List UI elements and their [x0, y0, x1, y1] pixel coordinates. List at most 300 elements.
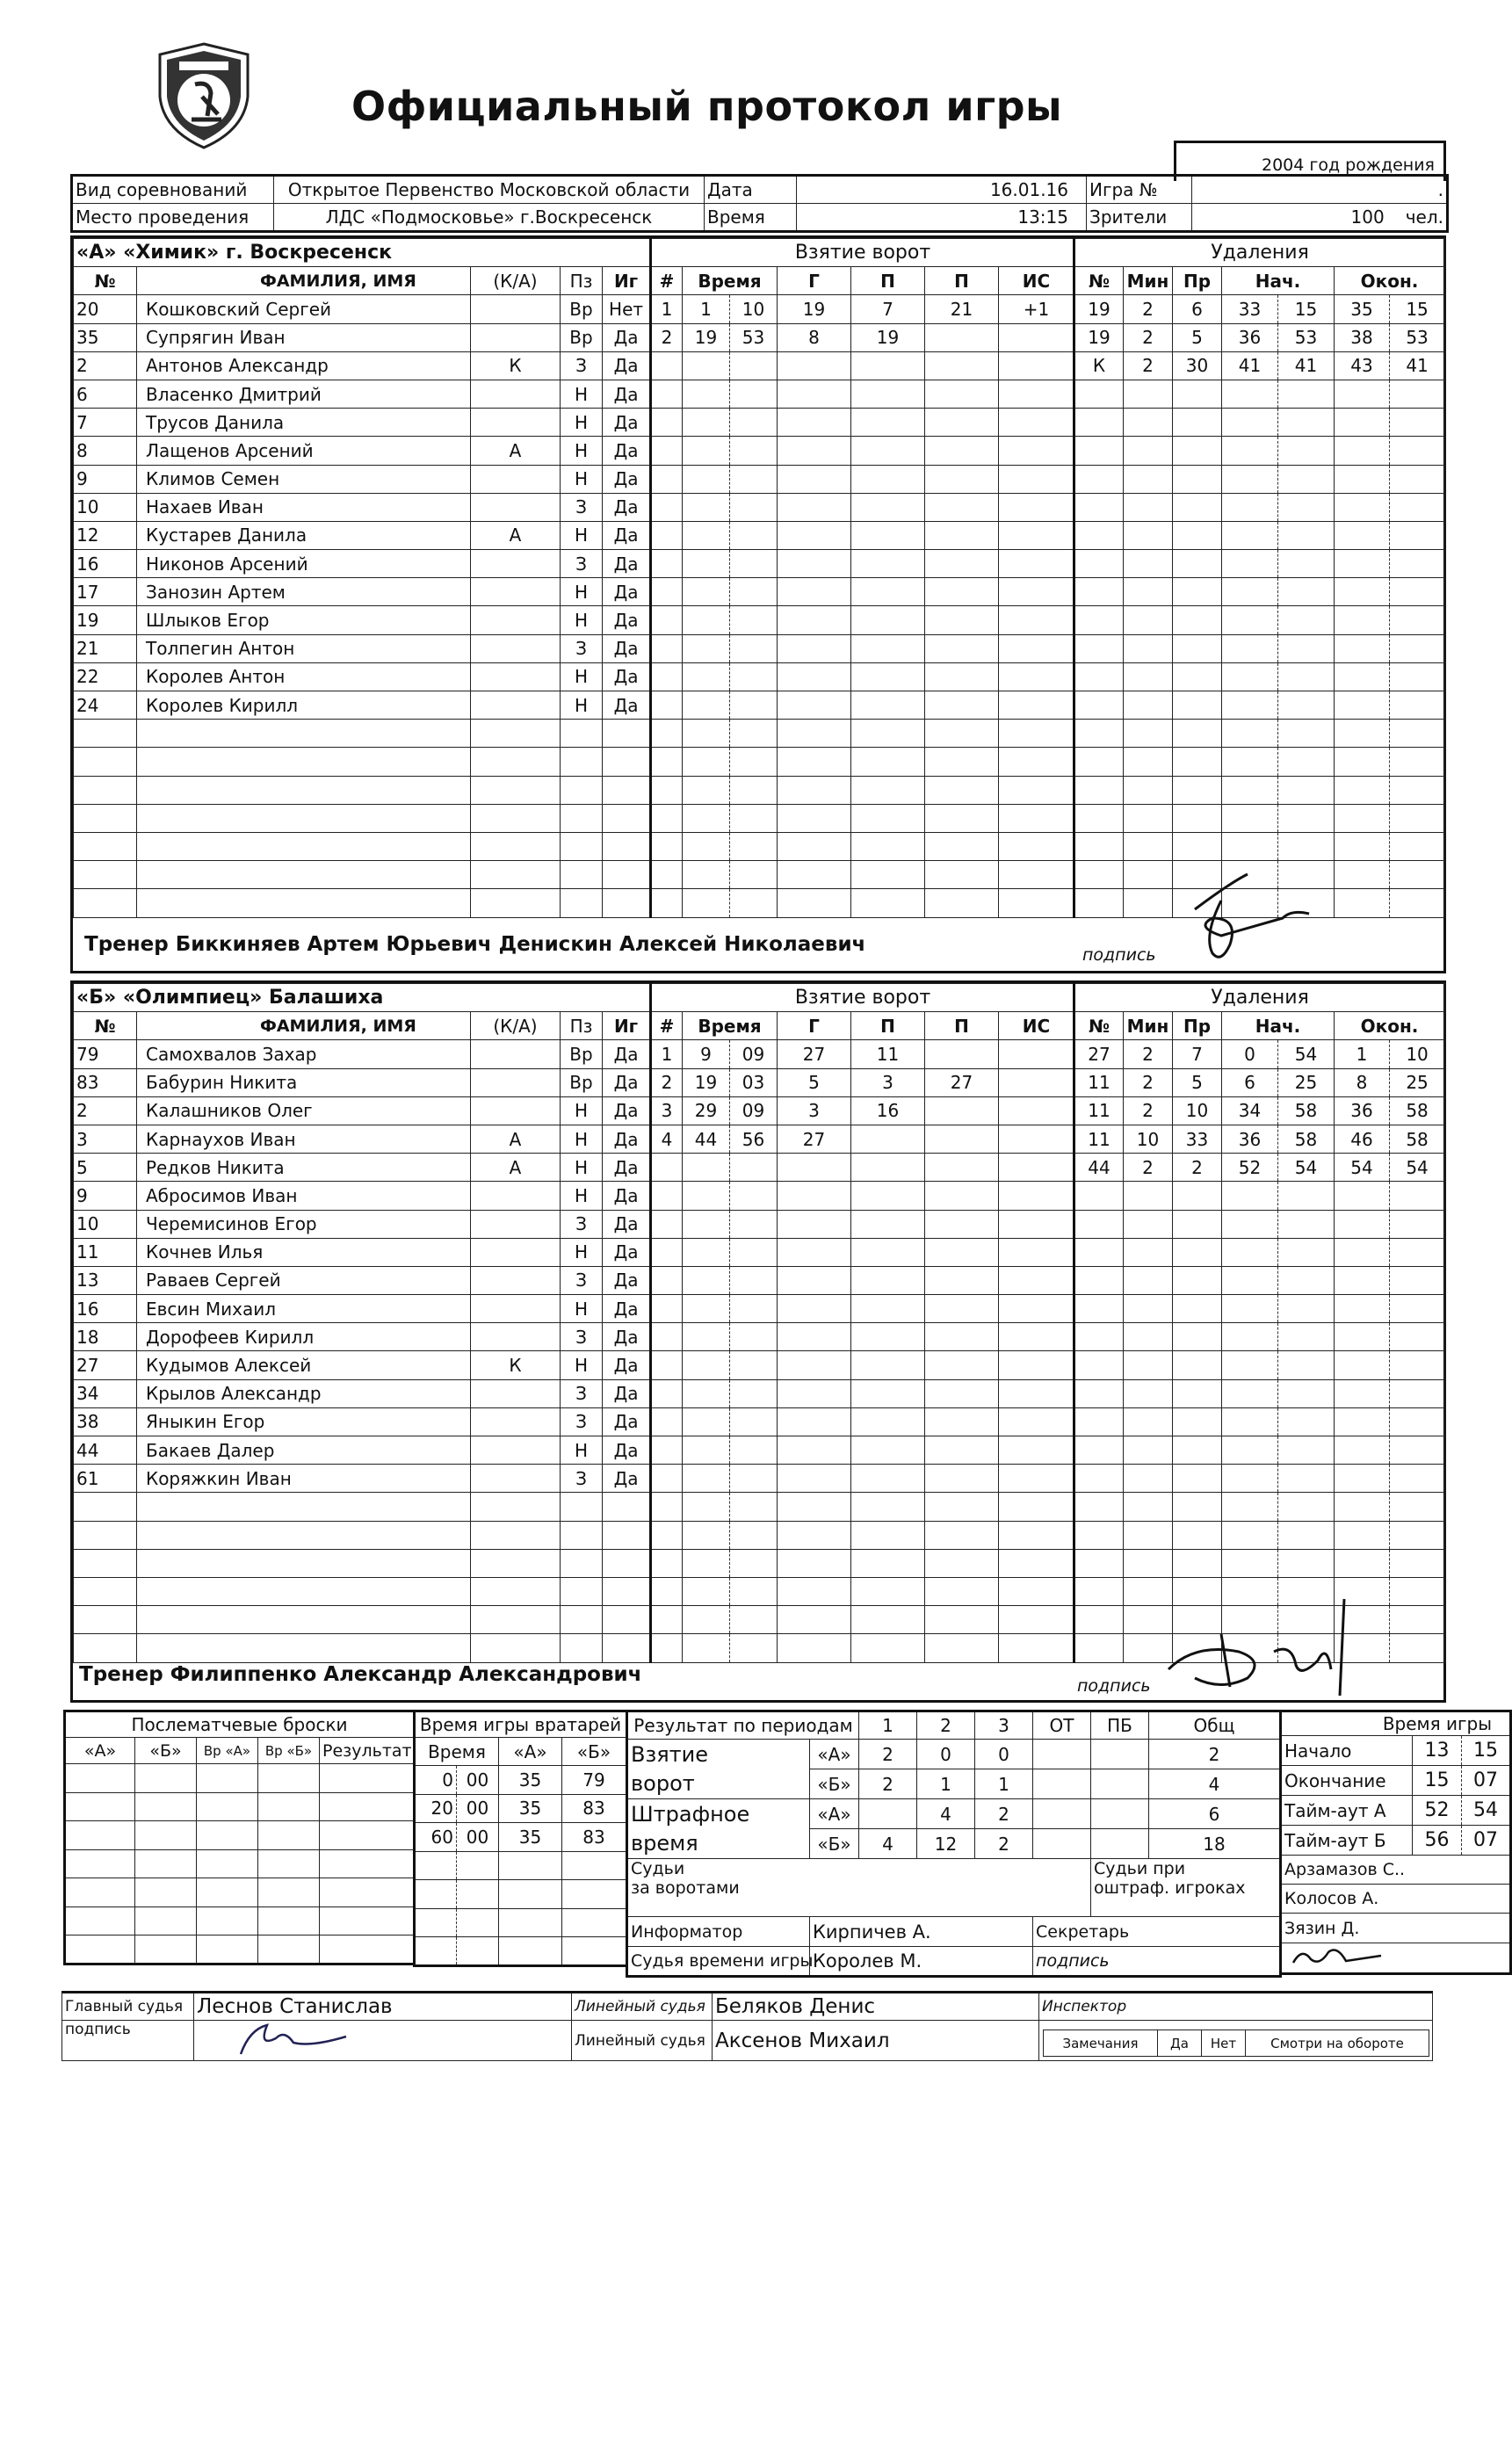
- period-value: 0: [917, 1740, 975, 1769]
- date-value: 16.01.16: [797, 176, 1087, 204]
- pen-start-sec: 54: [1278, 1154, 1335, 1182]
- pen-player: 27: [1074, 1040, 1124, 1068]
- penalty-row: [1074, 606, 1445, 634]
- goal-assist1: [851, 1493, 925, 1521]
- col-name: ФАМИЛИЯ, ИМЯ: [137, 267, 471, 295]
- goal-judges-line2: за воротами: [631, 1878, 740, 1898]
- player-row: [74, 493, 650, 521]
- goal-assist1: [851, 521, 925, 549]
- pen-player: [1074, 1266, 1124, 1294]
- goal-assist2: [925, 776, 999, 804]
- player-role: [471, 634, 561, 662]
- goal-situation: [999, 1634, 1074, 1662]
- period-value: [1033, 1829, 1091, 1859]
- pen-end-sec: [1390, 437, 1445, 465]
- player-number: 3: [74, 1125, 137, 1153]
- goal-second: [730, 1351, 778, 1379]
- pen-start-sec: [1278, 1379, 1335, 1407]
- goal-assist2: [925, 1465, 999, 1493]
- goal-assist1: [851, 409, 925, 437]
- goal-row: [651, 606, 1074, 634]
- goal-assist1: [851, 1182, 925, 1210]
- goal-row: [651, 1606, 1074, 1634]
- goal-row: [651, 1210, 1074, 1238]
- goal-assist2: [925, 1577, 999, 1605]
- period-team: «Б»: [810, 1769, 859, 1799]
- pen-end-sec: 58: [1390, 1125, 1445, 1153]
- goalie-min: [415, 1937, 457, 1966]
- pen-end-min: [1335, 1407, 1390, 1436]
- penalty-row: [1074, 662, 1445, 691]
- pen-start-sec: [1278, 804, 1335, 832]
- pen-start-sec: [1278, 380, 1335, 408]
- player-row: [74, 437, 650, 465]
- pen-end-min: [1335, 1323, 1390, 1351]
- penalty-row: [1074, 1493, 1445, 1521]
- period-value: 4: [1149, 1769, 1281, 1799]
- goal-minute: [683, 409, 730, 437]
- pen-end-sec: 54: [1390, 1154, 1445, 1182]
- pen-player: [1074, 1577, 1124, 1605]
- pen-reason: [1173, 1436, 1222, 1465]
- player-row: [74, 465, 650, 493]
- penalty-row: [1074, 493, 1445, 521]
- pen-end-min: [1335, 720, 1390, 748]
- goal-number: [651, 1266, 683, 1294]
- goal-minute: [683, 550, 730, 578]
- goal-assist2: [925, 380, 999, 408]
- player-role: [471, 295, 561, 323]
- pen-end-min: [1335, 804, 1390, 832]
- goal-assist2: 27: [925, 1068, 999, 1096]
- goal-row: [651, 351, 1074, 380]
- birth-year: 2004 год рождения: [1261, 156, 1435, 175]
- goal-scorer: [778, 748, 851, 776]
- pen-minutes: [1124, 606, 1173, 634]
- goal-minute: [683, 1266, 730, 1294]
- spectators-value: 100 чел.: [1192, 204, 1448, 232]
- goal-second: 56: [730, 1125, 778, 1153]
- pen-end-sec: [1390, 748, 1445, 776]
- pen-end-min: [1335, 1493, 1390, 1521]
- teamB-goals: [649, 983, 1074, 1663]
- goal-minute: [683, 1323, 730, 1351]
- goal-number: [651, 1154, 683, 1182]
- head-ref-name: Леснов Станислав: [194, 1993, 572, 2021]
- player-role: [471, 1323, 561, 1351]
- goal-situation: [999, 550, 1074, 578]
- goal-assist1: [851, 1521, 925, 1549]
- player-played: Да: [603, 521, 650, 549]
- goal-assist1: 3: [851, 1068, 925, 1096]
- pen-minutes: [1124, 409, 1173, 437]
- pen-end-sec: [1390, 1577, 1445, 1605]
- goal-col-situation: ИС: [999, 267, 1074, 295]
- game-time-minutes: 07: [1462, 1766, 1511, 1796]
- pen-reason: [1173, 1210, 1222, 1238]
- empty-row: [74, 776, 650, 804]
- goal-minute: [683, 1465, 730, 1493]
- pen-end-sec: [1390, 1266, 1445, 1294]
- goal-minute: [683, 1407, 730, 1436]
- goal-assist1: 16: [851, 1096, 925, 1125]
- goalie-col-a: «А»: [499, 1738, 562, 1766]
- goal-situation: [999, 1493, 1074, 1521]
- period-value: 1: [975, 1769, 1033, 1799]
- goal-col-scorer: Г: [778, 1012, 851, 1040]
- pen-player: [1074, 606, 1124, 634]
- period-row: [627, 1769, 1281, 1799]
- goal-minute: [683, 351, 730, 380]
- goal-second: [730, 662, 778, 691]
- player-row: [74, 1154, 650, 1182]
- pen-end-sec: [1390, 550, 1445, 578]
- game-time-label: Окончание: [1281, 1766, 1413, 1796]
- goal-second: [730, 380, 778, 408]
- player-position: Н: [561, 380, 603, 408]
- player-role: [471, 662, 561, 691]
- goal-scorer: [778, 1295, 851, 1323]
- goal-assist2: [925, 1210, 999, 1238]
- player-played: Да: [603, 1266, 650, 1294]
- player-role: [471, 1295, 561, 1323]
- goal-situation: [999, 1577, 1074, 1605]
- player-name: Трусов Данила: [137, 409, 471, 437]
- goal-assist1: [851, 1606, 925, 1634]
- player-played: Да: [603, 493, 650, 521]
- player-role: [471, 1465, 561, 1493]
- goal-situation: [999, 691, 1074, 720]
- pen-minutes: 2: [1124, 323, 1173, 351]
- goalie-row: [415, 1908, 627, 1937]
- pen-player: 11: [1074, 1125, 1124, 1153]
- pen-end-sec: [1390, 1323, 1445, 1351]
- pen-minutes: [1124, 1182, 1173, 1210]
- col-ka: (К/А): [471, 1012, 561, 1040]
- pen-minutes: [1124, 720, 1173, 748]
- pen-start-min: [1222, 1436, 1278, 1465]
- pen-start-min: [1222, 465, 1278, 493]
- pen-start-min: 34: [1222, 1096, 1278, 1125]
- player-name: Королев Кирилл: [137, 691, 471, 720]
- goal-assist1: [851, 776, 925, 804]
- player-number: 24: [74, 691, 137, 720]
- secretary-signature-mark: [1284, 1943, 1390, 1968]
- goal-row: [651, 295, 1074, 323]
- player-number: 6: [74, 380, 137, 408]
- player-name: Редков Никита: [137, 1154, 471, 1182]
- pen-reason: [1173, 437, 1222, 465]
- pen-start-sec: [1278, 1323, 1335, 1351]
- pen-end-min: 36: [1335, 1096, 1390, 1125]
- goal-assist1: [851, 606, 925, 634]
- goal-assist1: [851, 1379, 925, 1407]
- goal-assist1: 11: [851, 1040, 925, 1068]
- header-table: [70, 174, 1449, 233]
- goal-row: [651, 437, 1074, 465]
- pen-player: [1074, 1549, 1124, 1577]
- goal-second: [730, 1323, 778, 1351]
- pen-start-min: [1222, 1182, 1278, 1210]
- player-position: Н: [561, 662, 603, 691]
- pen-reason: [1173, 521, 1222, 549]
- pen-start-sec: [1278, 1436, 1335, 1465]
- pen-player: [1074, 1407, 1124, 1436]
- pen-player: [1074, 634, 1124, 662]
- informer-name: Кирпичев А.: [810, 1917, 1033, 1947]
- pen-start-min: 0: [1222, 1040, 1278, 1068]
- goal-assist2: [925, 1606, 999, 1634]
- goal-judges-line1: Судьи: [631, 1859, 685, 1878]
- goal-minute: [683, 1154, 730, 1182]
- goal-assist2: [925, 465, 999, 493]
- pen-reason: [1173, 1379, 1222, 1407]
- goal-assist2: [925, 691, 999, 720]
- pen-player: 11: [1074, 1096, 1124, 1125]
- penalty-row: [1074, 804, 1445, 832]
- goal-situation: [999, 832, 1074, 860]
- player-number: 8: [74, 437, 137, 465]
- goal-scorer: 27: [778, 1125, 851, 1153]
- pen-start-sec: [1278, 1407, 1335, 1436]
- pen-minutes: [1124, 1465, 1173, 1493]
- goal-assist1: [851, 748, 925, 776]
- goal-situation: [999, 1266, 1074, 1294]
- pen-player: К: [1074, 351, 1124, 380]
- pen-end-min: [1335, 748, 1390, 776]
- goal-row: [651, 1238, 1074, 1266]
- goal-scorer: 8: [778, 323, 851, 351]
- team-a-signature: [1160, 865, 1327, 966]
- penalty-row: [1074, 1465, 1445, 1493]
- goal-second: [730, 1436, 778, 1465]
- game-time-label: Начало: [1281, 1736, 1413, 1766]
- pen-minutes: [1124, 748, 1173, 776]
- period-col: 1: [859, 1711, 917, 1740]
- player-name: Власенко Дмитрий: [137, 380, 471, 408]
- secretary-name: Зязин Д.: [1281, 1914, 1511, 1943]
- goal-assist1: [851, 1549, 925, 1577]
- pen-end-sec: [1390, 634, 1445, 662]
- pen-reason: [1173, 1407, 1222, 1436]
- pen-player: [1074, 776, 1124, 804]
- player-name: Бабурин Никита: [137, 1068, 471, 1096]
- goal-minute: [683, 832, 730, 860]
- goal-row: [651, 1634, 1074, 1662]
- pen-end-min: [1335, 832, 1390, 860]
- pen-start-min: [1222, 720, 1278, 748]
- pen-start-sec: [1278, 1238, 1335, 1266]
- pen-end-min: 43: [1335, 351, 1390, 380]
- goal-number: [651, 1577, 683, 1605]
- goal-minute: [683, 606, 730, 634]
- goal-row: [651, 804, 1074, 832]
- player-played: Да: [603, 1379, 650, 1407]
- pen-reason: [1173, 720, 1222, 748]
- goal-number: [651, 1295, 683, 1323]
- document-title: Официальный протокол игры: [351, 83, 1063, 130]
- pen-end-sec: [1390, 1521, 1445, 1549]
- player-played: Да: [603, 1295, 650, 1323]
- player-row: [74, 691, 650, 720]
- penalty-row: [1074, 720, 1445, 748]
- player-position: З: [561, 1210, 603, 1238]
- pen-player: [1074, 465, 1124, 493]
- remarks-cell: [1039, 2021, 1433, 2061]
- goal-scorer: [778, 1577, 851, 1605]
- goal-minute: [683, 1521, 730, 1549]
- player-number: 44: [74, 1436, 137, 1465]
- pen-end-sec: [1390, 1493, 1445, 1521]
- penalty-row: [1074, 409, 1445, 437]
- player-role: [471, 465, 561, 493]
- pen-minutes: 2: [1124, 351, 1173, 380]
- pen-start-sec: [1278, 1182, 1335, 1210]
- goalie-sec: 00: [457, 1794, 499, 1823]
- pen-reason: [1173, 832, 1222, 860]
- goalie-a: 35: [499, 1794, 562, 1823]
- pen-minutes: [1124, 804, 1173, 832]
- period-value: 2: [1149, 1740, 1281, 1769]
- goal-assist1: [851, 380, 925, 408]
- pen-end-sec: [1390, 889, 1445, 917]
- remarks-label: Замечания: [1044, 2030, 1158, 2057]
- goalie-row: [415, 1851, 627, 1880]
- goal-scorer: [778, 1436, 851, 1465]
- player-name: Кошковский Сергей: [137, 295, 471, 323]
- penalty-row: [1074, 1379, 1445, 1407]
- player-played: Да: [603, 465, 650, 493]
- team-b-signature: [1142, 1590, 1371, 1704]
- goal-scorer: [778, 1634, 851, 1662]
- goal-second: [730, 1238, 778, 1266]
- empty-row: [74, 1549, 650, 1577]
- goal-number: [651, 1493, 683, 1521]
- goal-number: [651, 550, 683, 578]
- game-time-table: [1279, 1710, 1512, 1975]
- goal-row: [651, 1068, 1074, 1096]
- period-value: 2: [859, 1740, 917, 1769]
- player-position: З: [561, 1407, 603, 1436]
- goal-row: [651, 691, 1074, 720]
- pen-player: 19: [1074, 295, 1124, 323]
- goal-row: [651, 1493, 1074, 1521]
- player-number: 38: [74, 1407, 137, 1436]
- teamA-goals: [649, 238, 1074, 918]
- player-position: Н: [561, 521, 603, 549]
- goal-row: [651, 1549, 1074, 1577]
- pen-start-min: [1222, 748, 1278, 776]
- pen-start-sec: [1278, 550, 1335, 578]
- player-position: Н: [561, 437, 603, 465]
- penalty-row: [1074, 691, 1445, 720]
- goal-assist1: [851, 578, 925, 606]
- pen-end-min: [1335, 634, 1390, 662]
- game-time-title: Время игры: [1281, 1711, 1511, 1736]
- period-value: [1033, 1740, 1091, 1769]
- player-position: Вр: [561, 323, 603, 351]
- penalty-row: [1074, 1040, 1445, 1068]
- pen-end-min: [1335, 1351, 1390, 1379]
- player-row: [74, 550, 650, 578]
- shootout-col: Вр «Б»: [258, 1738, 320, 1764]
- empty-row: [74, 1606, 650, 1634]
- penalty-row: [1074, 1125, 1445, 1153]
- shootout-col: Результат: [320, 1738, 415, 1764]
- goal-scorer: [778, 1351, 851, 1379]
- player-row: [74, 578, 650, 606]
- goalie-b: 79: [562, 1766, 627, 1795]
- player-played: Да: [603, 351, 650, 380]
- goal-row: [651, 1182, 1074, 1210]
- penalty-row: [1074, 1436, 1445, 1465]
- penalty-row: [1074, 1154, 1445, 1182]
- goal-number: [651, 832, 683, 860]
- period-value: [1091, 1799, 1149, 1829]
- pen-start-min: [1222, 1521, 1278, 1549]
- goal-second: [730, 1577, 778, 1605]
- hockey-school-emblem: [156, 42, 251, 149]
- goal-assist1: [851, 1465, 925, 1493]
- pen-minutes: [1124, 691, 1173, 720]
- goal-situation: [999, 1351, 1074, 1379]
- player-position: Н: [561, 409, 603, 437]
- period-team: «А»: [810, 1799, 859, 1829]
- goal-col-assist2: П: [925, 267, 999, 295]
- goal-row: [651, 1040, 1074, 1068]
- pen-player: [1074, 1521, 1124, 1549]
- goal-number: [651, 380, 683, 408]
- goal-assist2: [925, 1323, 999, 1351]
- goal-minute: 29: [683, 1096, 730, 1125]
- goal-second: [730, 1379, 778, 1407]
- pen-start-sec: [1278, 1295, 1335, 1323]
- player-position: З: [561, 1323, 603, 1351]
- goal-number: [651, 1407, 683, 1436]
- goal-assist2: [925, 634, 999, 662]
- goal-scorer: [778, 550, 851, 578]
- goal-second: [730, 1606, 778, 1634]
- pen-reason: 5: [1173, 323, 1222, 351]
- player-name: Шлыков Егор: [137, 606, 471, 634]
- pen-start-min: [1222, 1379, 1278, 1407]
- goal-row: [651, 465, 1074, 493]
- game-time-hours: 52: [1413, 1796, 1462, 1826]
- pen-player: 11: [1074, 1068, 1124, 1096]
- pen-start-min: [1222, 1238, 1278, 1266]
- goal-scorer: [778, 1465, 851, 1493]
- player-row: [74, 521, 650, 549]
- goalie-row: [415, 1937, 627, 1966]
- pen-start-sec: [1278, 776, 1335, 804]
- goal-scorer: [778, 1606, 851, 1634]
- teamA-roster: [73, 238, 650, 918]
- pen-player: [1074, 662, 1124, 691]
- pen-start-min: [1222, 521, 1278, 549]
- pen-reason: [1173, 606, 1222, 634]
- player-number: 10: [74, 493, 137, 521]
- player-number: 12: [74, 521, 137, 549]
- pen-start-min: 36: [1222, 323, 1278, 351]
- goal-situation: [999, 323, 1074, 351]
- player-played: Да: [603, 662, 650, 691]
- goal-row: [651, 1465, 1074, 1493]
- pen-minutes: [1124, 1210, 1173, 1238]
- goal-situation: [999, 776, 1074, 804]
- goal-assist2: [925, 351, 999, 380]
- goal-minute: [683, 861, 730, 889]
- pen-end-min: [1335, 521, 1390, 549]
